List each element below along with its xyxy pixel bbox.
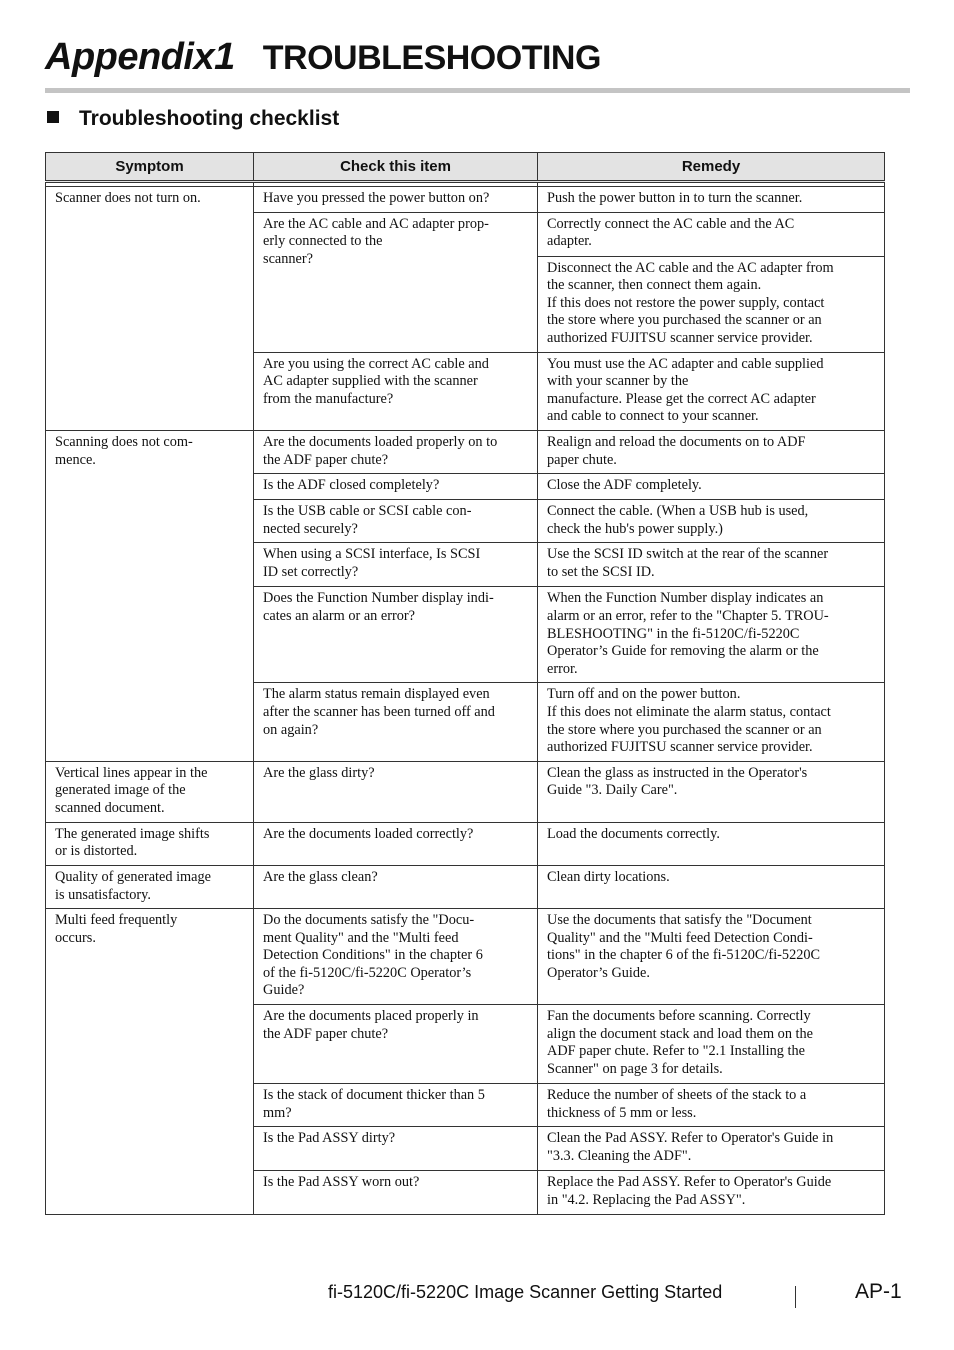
square-bullet-icon (47, 111, 59, 123)
page-title (45, 36, 601, 79)
remedy-cell: Fan the documents before scanning. Correctly align the document stack and load them on the ADF paper chute. Refer to "2.1 Installing the Scanner" on page 3 for details. (538, 1005, 885, 1084)
table-row (46, 909, 885, 1005)
appendix-label: Appendix1 (45, 36, 235, 78)
symptom-cell: Scanning does not com- mence. (46, 430, 254, 761)
section-title: Troubleshooting checklist (79, 107, 340, 130)
header-check: Check this item (254, 153, 538, 182)
table-row (46, 865, 885, 908)
check-cell: Is the ADF closed completely? (254, 474, 538, 500)
symptom-cell: Scanner does not turn on. (46, 187, 254, 431)
remedy-cell: You must use the AC adapter and cable supplied with your scanner by the manufacture. Please get the correct AC adapter and cable to connect to your scanner. (538, 352, 885, 430)
table-row (46, 761, 885, 822)
symptom-cell: Vertical lines appear in the generated image of the scanned document. (46, 761, 254, 822)
check-cell: Are the documents loaded properly on to the ADF paper chute? (254, 430, 538, 473)
remedy-cell: Load the documents correctly. (538, 822, 885, 865)
remedy-cell: Push the power button in to turn the scanner. (538, 187, 885, 213)
check-cell: Is the stack of document thicker than 5 mm? (254, 1084, 538, 1127)
section-heading (47, 107, 339, 131)
check-cell: Are the AC cable and AC adapter prop- erly connected to the scanner? (254, 212, 538, 352)
symptom-cell: The generated image shifts or is distorted. (46, 822, 254, 865)
remedy-cell: Reduce the number of sheets of the stack to a thickness of 5 mm or less. (538, 1084, 885, 1127)
check-cell: The alarm status remain displayed even after the scanner has been turned off and on again? (254, 683, 538, 761)
remedy-cell: Close the ADF completely. (538, 474, 885, 500)
check-cell: Is the Pad ASSY worn out? (254, 1171, 538, 1215)
remedy-cell: Clean the Pad ASSY. Refer to Operator's Guide in "3.3. Cleaning the ADF". (538, 1127, 885, 1171)
check-cell: Do the documents satisfy the "Docu- ment Quality" and the "Multi feed Detection Conditions" in the chapter 6 of the fi-5120C/fi-5220C Operator’s Guide? (254, 909, 538, 1005)
remedy-cell: Clean dirty locations. (538, 865, 885, 908)
check-cell: Are you using the correct AC cable and AC adapter supplied with the scanner from the manufacture? (254, 352, 538, 430)
table-row (46, 822, 885, 865)
check-cell: When using a SCSI interface, Is SCSI ID set correctly? (254, 543, 538, 587)
check-cell: Are the documents loaded correctly? (254, 822, 538, 865)
remedy-cell: Use the documents that satisfy the "Document Quality" and the "Multi feed Detection Condi- tions" in the chapter 6 of the fi-5120C/fi-5220C Operator’s Guide. (538, 909, 885, 1005)
table-row (46, 430, 885, 473)
symptom-cell: Multi feed frequently occurs. (46, 909, 254, 1215)
header-remedy: Remedy (538, 153, 885, 182)
check-cell: Does the Function Number display indi- cates an alarm or an error? (254, 587, 538, 683)
remedy-cell: Turn off and on the power button. If this does not eliminate the alarm status, contact the store where you purchased the scanner or an authorized FUJITSU scanner service provider. (538, 683, 885, 761)
remedy-cell: Connect the cable. (When a USB hub is used, check the hub's power supply.) (538, 500, 885, 543)
page-number: AP-1 (855, 1280, 902, 1303)
header-symptom: Symptom (46, 153, 254, 182)
footer-title: fi-5120C/fi-5220C Image Scanner Getting Started (328, 1282, 723, 1302)
footer-divider (795, 1286, 796, 1308)
remedy-cell: Correctly connect the AC cable and the AC adapter. (538, 212, 885, 256)
check-cell: Is the USB cable or SCSI cable con- nected securely? (254, 500, 538, 543)
check-cell: Is the Pad ASSY dirty? (254, 1127, 538, 1171)
remedy-cell: Use the SCSI ID switch at the rear of the scanner to set the SCSI ID. (538, 543, 885, 587)
table-header-row (46, 153, 885, 182)
title-rule (45, 88, 910, 93)
check-cell: Are the documents placed properly in the ADF paper chute? (254, 1005, 538, 1084)
chapter-heading: TROUBLESHOOTING (262, 39, 601, 77)
remedy-cell: Replace the Pad ASSY. Refer to Operator's Guide in "4.2. Replacing the Pad ASSY". (538, 1171, 885, 1215)
remedy-cell: Realign and reload the documents on to ADF paper chute. (538, 430, 885, 473)
table-row (46, 187, 885, 213)
check-cell: Have you pressed the power button on? (254, 187, 538, 213)
remedy-cell: Clean the glass as instructed in the Operator's Guide "3. Daily Care". (538, 761, 885, 822)
check-cell: Are the glass clean? (254, 865, 538, 908)
check-cell: Are the glass dirty? (254, 761, 538, 822)
remedy-cell: Disconnect the AC cable and the AC adapter from the scanner, then connect them again. If this does not restore the power supply, contact the store where you purchased the scanner or an authorized FUJITSU scanner service provider. (538, 256, 885, 352)
remedy-cell: When the Function Number display indicates an alarm or an error, refer to the "Chapter 5. TROU- BLESHOOTING" in the fi-5120C/fi-5220C Operator’s Guide for removing the alarm or the error. (538, 587, 885, 683)
symptom-cell: Quality of generated image is unsatisfactory. (46, 865, 254, 908)
table-body (46, 182, 885, 1215)
troubleshooting-table (45, 152, 885, 1215)
